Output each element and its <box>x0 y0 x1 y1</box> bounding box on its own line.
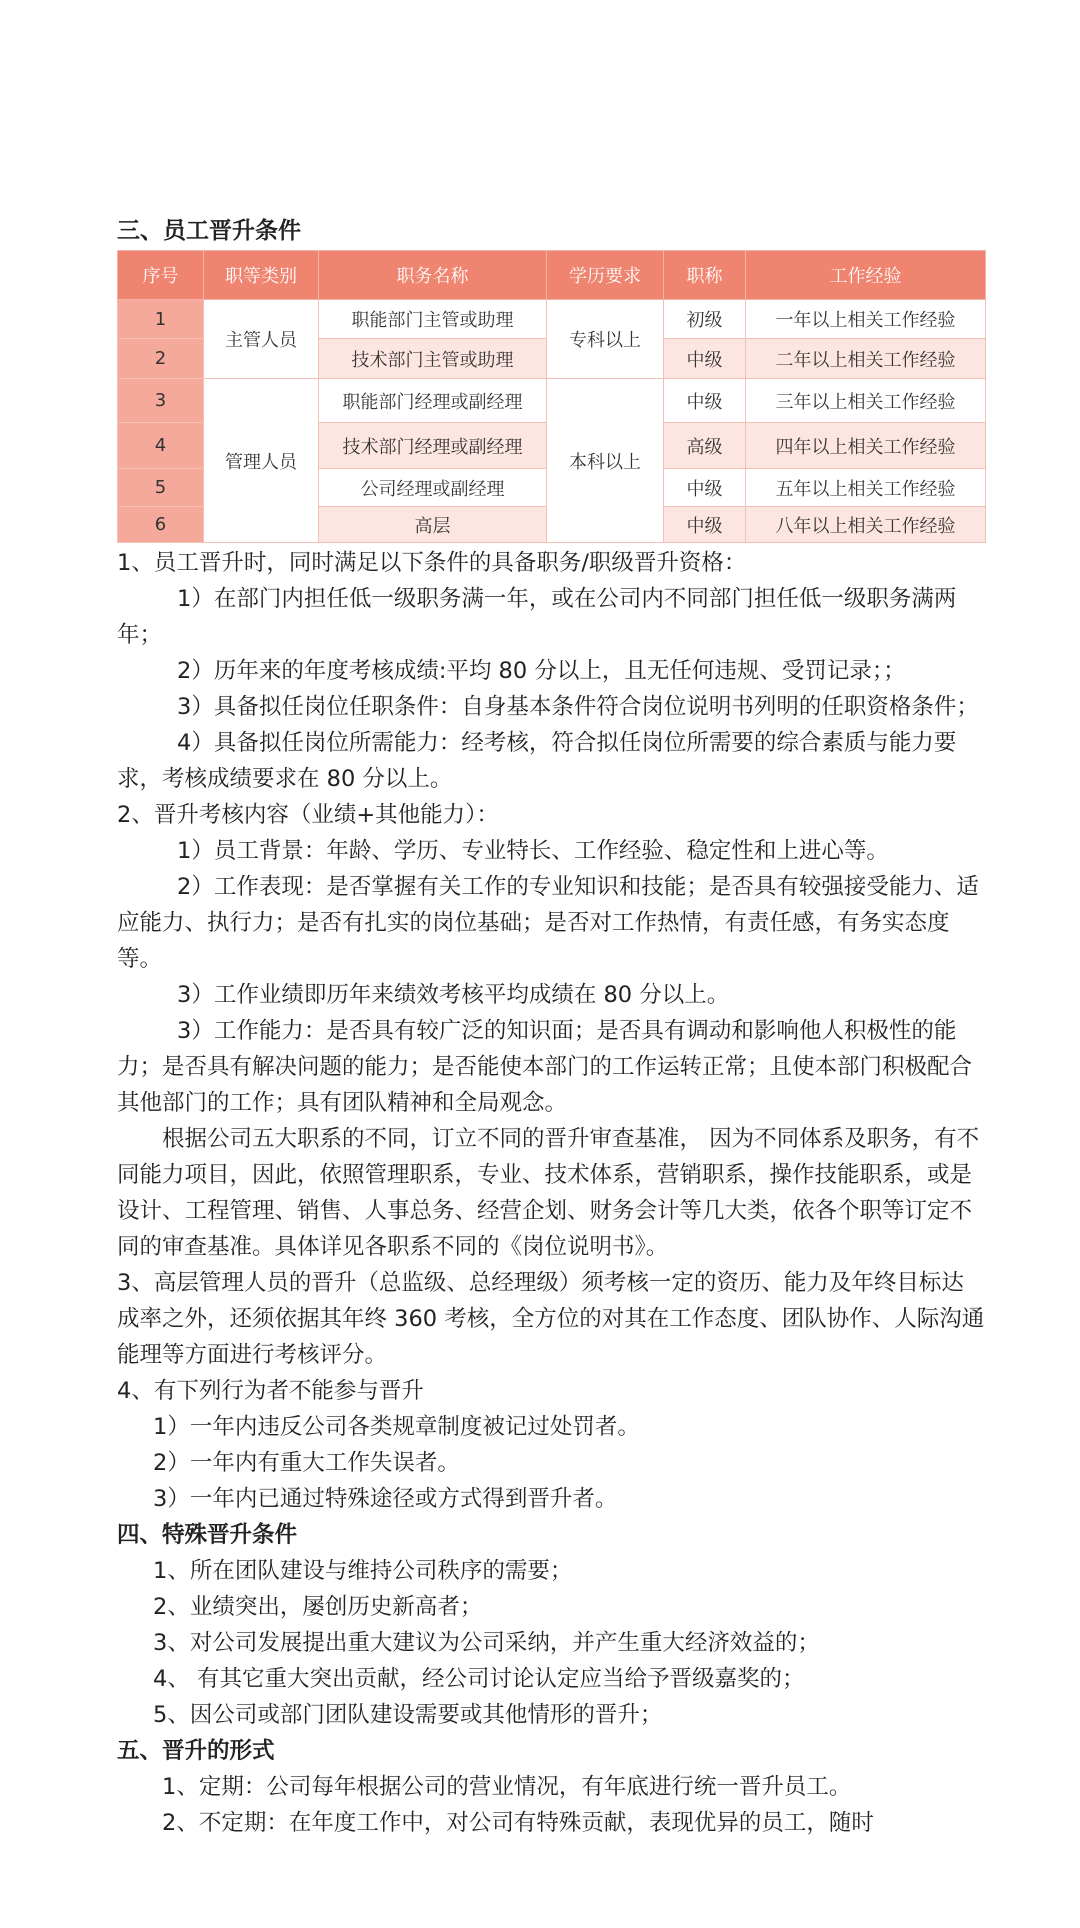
cell-position: 职能部门主管或助理 <box>319 300 547 339</box>
cell-position: 公司经理或副经理 <box>319 469 547 507</box>
cell-position: 职能部门经理或副经理 <box>319 379 547 423</box>
cell-experience: 八年以上相关工作经验 <box>746 507 986 543</box>
list-item: 3、对公司发展提出重大建议为公司采纳，并产生重大经济效益的； <box>153 1630 820 1656</box>
cell-experience: 三年以上相关工作经验 <box>746 379 986 423</box>
cell-title: 中级 <box>664 339 746 379</box>
cell-experience: 二年以上相关工作经验 <box>746 339 986 379</box>
paragraph: 4）具备拟任岗位所需能力：经考核，符合拟任岗位所需要的综合素质与能力要求，考核成绩要求在 80 分以上。 <box>117 730 957 792</box>
cell-seq: 3 <box>118 379 204 423</box>
paragraph: 2、晋升考核内容（业绩+其他能力）： <box>117 802 499 828</box>
cell-title: 中级 <box>664 379 746 423</box>
list-item: 2、业绩突出，屡创历史新高者； <box>153 1594 483 1620</box>
list-item: 1、定期：公司每年根据公司的营业情况，有年底进行统一晋升员工。 <box>162 1774 852 1800</box>
cell-position: 技术部门主管或助理 <box>319 339 547 379</box>
list-item: 5、因公司或部门团队建设需要或其他情形的晋升； <box>153 1702 663 1728</box>
paragraph: 3）一年内已通过特殊途径或方式得到晋升者。 <box>153 1486 618 1512</box>
paragraph: 2）一年内有重大工作失误者。 <box>153 1450 460 1476</box>
header-seq: 序号 <box>118 251 204 300</box>
header-experience: 工作经验 <box>746 251 986 300</box>
cell-category: 管理人员 <box>204 379 319 543</box>
paragraph: 4、有下列行为者不能参与晋升 <box>117 1378 424 1404</box>
section-5-title: 五、晋升的形式 <box>117 1738 275 1764</box>
cell-experience: 五年以上相关工作经验 <box>746 469 986 507</box>
cell-seq: 4 <box>118 423 204 469</box>
cell-position: 高层 <box>319 507 547 543</box>
cell-seq: 6 <box>118 507 204 543</box>
paragraph: 1）在部门内担任低一级职务满一年，或在公司内不同部门担任低一级职务满两年； <box>117 586 957 648</box>
cell-title: 初级 <box>664 300 746 339</box>
list-item: 2、不定期：在年度工作中，对公司有特殊贡献，表现优异的员工，随时 <box>162 1810 874 1836</box>
cell-title: 中级 <box>664 469 746 507</box>
cell-education: 专科以上 <box>547 300 664 379</box>
paragraph: 3）工作能力：是否具有较广泛的知识面；是否具有调动和影响他人积极性的能力；是否具有解决问题的能力；是否能使本部门的工作运转正常；且使本部门积极配合其他部门的工作；具有团队精神和全局观念。 <box>117 1018 973 1116</box>
table-row <box>118 300 986 339</box>
list-item: 1、所在团队建设与维持公司秩序的需要； <box>153 1558 573 1584</box>
cell-experience: 四年以上相关工作经验 <box>746 423 986 469</box>
section-3-body <box>117 545 985 1841</box>
cell-title: 中级 <box>664 507 746 543</box>
cell-experience: 一年以上相关工作经验 <box>746 300 986 339</box>
document-page <box>117 214 985 1841</box>
paragraph: 3、高层管理人员的晋升（总监级、总经理级）须考核一定的资历、能力及年终目标达成率之外，还须依据其年终 360 考核，全方位的对其在工作态度、团队协作、人际沟通能理等方面进行考核评分。 <box>117 1270 985 1368</box>
header-position: 职务名称 <box>319 251 547 300</box>
paragraph: 3）具备拟任岗位任职条件：自身基本条件符合岗位说明书列明的任职资格条件； <box>177 694 979 720</box>
section-3-title: 三、员工晋升条件 <box>117 218 301 244</box>
header-title: 职称 <box>664 251 746 300</box>
paragraph: 1）一年内违反公司各类规章制度被记过处罚者。 <box>153 1414 640 1440</box>
cell-seq: 2 <box>118 339 204 379</box>
paragraph: 2）历年来的年度考核成绩:平均 80 分以上，且无任何违规、受罚记录；； <box>177 658 906 684</box>
paragraph: 1）员工背景：年龄、学历、专业特长、工作经验、稳定性和上进心等。 <box>177 838 889 864</box>
promotion-table <box>117 250 986 543</box>
paragraph: 3）工作业绩即历年来绩效考核平均成绩在 80 分以上。 <box>177 982 730 1008</box>
paragraph: 2）工作表现：是否掌握有关工作的专业知识和技能；是否具有较强接受能力、适应能力、执行力；是否有扎实的岗位基础；是否对工作热情，有责任感，有务实态度等。 <box>117 874 979 972</box>
section-4-title: 四、特殊晋升条件 <box>117 1522 298 1548</box>
cell-category: 主管人员 <box>204 300 319 379</box>
header-education: 学历要求 <box>547 251 664 300</box>
cell-title: 高级 <box>664 423 746 469</box>
header-category: 职等类别 <box>204 251 319 300</box>
table-header-row <box>118 251 986 300</box>
table-row <box>118 379 986 423</box>
paragraph: 1、员工晋升时，同时满足以下条件的具备职务/职级晋升资格： <box>117 550 747 576</box>
cell-seq: 1 <box>118 300 204 339</box>
paragraph: 根据公司五大职系的不同，订立不同的晋升审查基准， 因为不同体系及职务，有不同能力项目，因此，依照管理职系，专业、技术体系，营销职系，操作技能职系，或是设计、工程管理、销售、人事总务、经营企划、财务会计等几大类，依各个职等订定不同的审查基准。具体详见各职系不同的《岗位说明书》。 <box>117 1126 980 1260</box>
cell-position: 技术部门经理或副经理 <box>319 423 547 469</box>
list-item: 4、 有其它重大突出贡献，经公司讨论认定应当给予晋级嘉奖的； <box>153 1666 805 1692</box>
cell-seq: 5 <box>118 469 204 507</box>
cell-education: 本科以上 <box>547 379 664 543</box>
